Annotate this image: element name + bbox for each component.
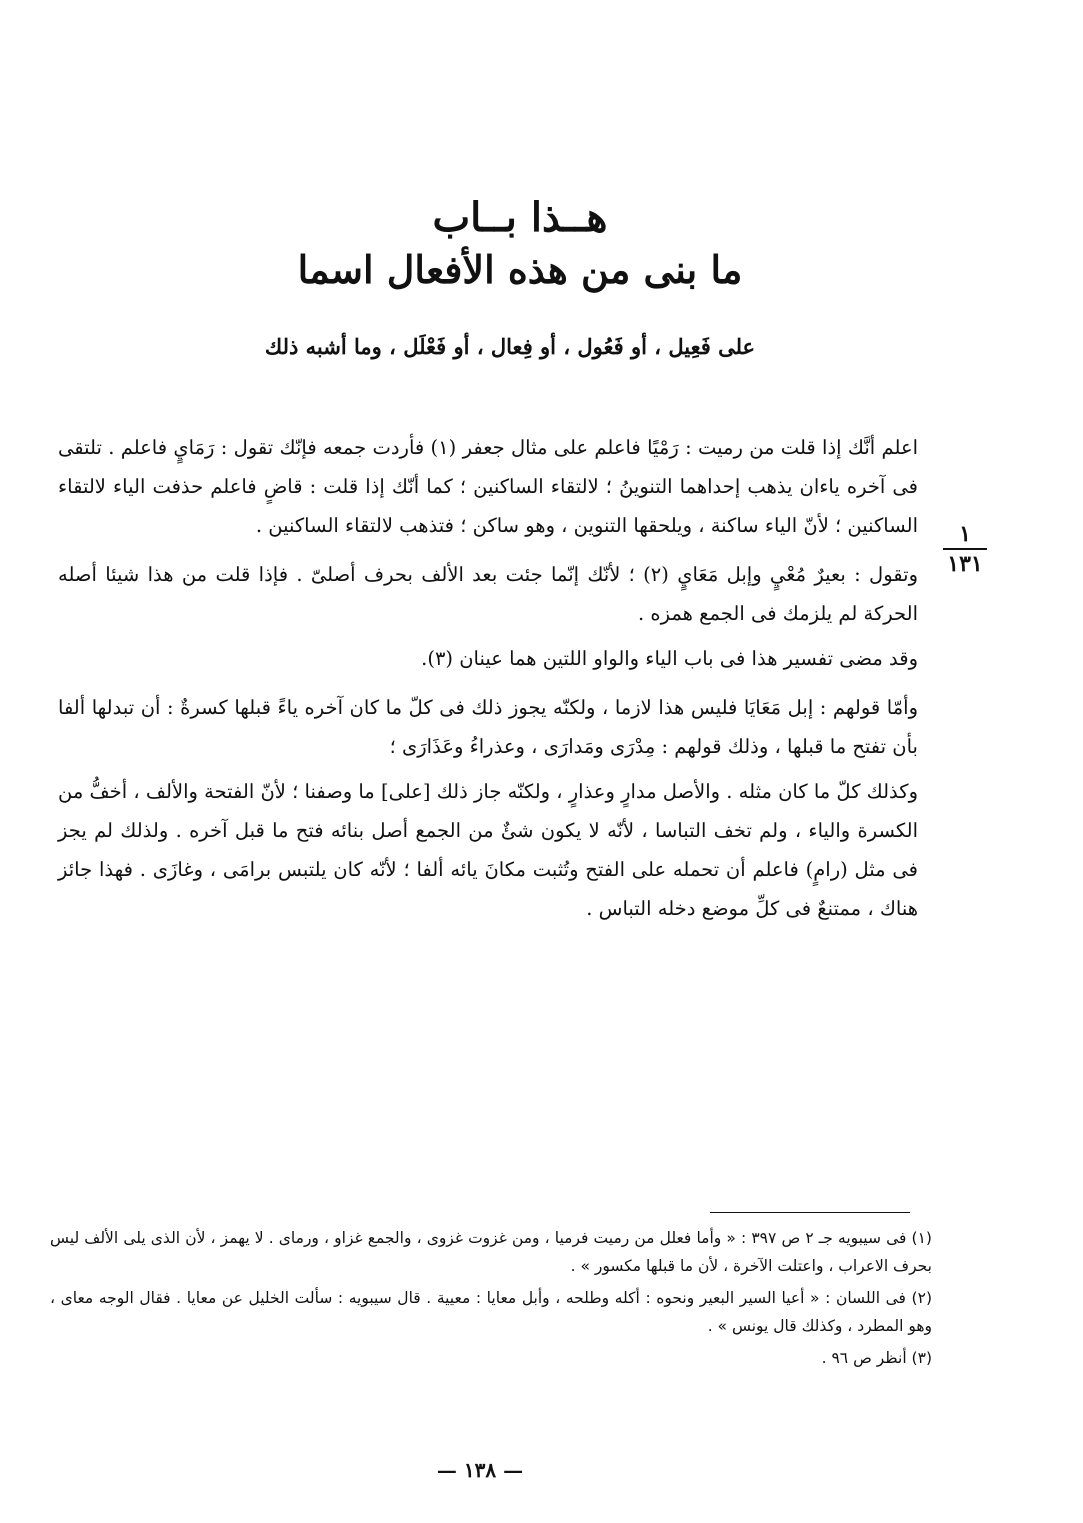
paragraph-2: وتقول : بعيرٌ مُعْيٍ وإبل مَعَايٍ (٢) ؛ لأنّك إنّما جئت بعد الألف بحرف أصلىّ . فإذا قلت من هذا شيئا أصله الحركة لم يلزمك فى الجمع همزه . bbox=[58, 563, 918, 625]
footnote-divider bbox=[710, 1212, 910, 1213]
paragraph-3: وقد مضى تفسير هذا فى باب الياء والواو اللتين هما عينان (٣). bbox=[421, 647, 918, 670]
chapter-title bbox=[160, 192, 880, 296]
footnote-2: (٢) فى اللسان : « أعيا السير البعير ونحوه : أكله وطلحه ، وأبل معايا : معيية . قال سيبويه : سألت الخليل عن معايا . فقال الوجه معاى ، وهو المطرد ، وكذلك قال يونس » . bbox=[50, 1289, 932, 1335]
chapter-title-line-1: هــذا بــاب bbox=[432, 194, 608, 241]
margin-reference bbox=[930, 520, 1000, 578]
chapter-subtitle: على فَعِيل ، أو فَعُول ، أو فِعال ، أو فَعْلَل ، وما أشبه ذلك bbox=[264, 334, 756, 359]
chapter-title-line-2: ما بنى من هذه الأفعال اسما bbox=[297, 247, 743, 292]
paragraph-5: وكذلك كلّ ما كان مثله . والأصل مدارٍ وعذارٍ ، ولكنّه جاز ذلك [على] ما وصفنا ؛ لأنّ الفتحة والألف ، أخفُّ من الكسرة والياء ، ولم تخف التباسا ، لأنّه لا يكون شئٌ من الجمع أصل بنائه فتح ما قبل آخره . ولذلك لم يجز فى مثل (رامٍ) فاعلم أن تحمله على الفتح وتُثبت مكانَ يائه ألفا ؛ لأنّه كان يلتبس برامَى ، وغازَى . فهذا جائز هناك ، ممتنعٌ فى كلِّ موضع دخله التباس . bbox=[58, 780, 918, 920]
footnotes bbox=[50, 1224, 932, 1376]
footnote-3: (٣) أنظر ص ٩٦ . bbox=[821, 1349, 932, 1367]
page-number: — ١٣٨ — bbox=[436, 1458, 524, 1482]
margin-reference-bottom: ١٣١ bbox=[947, 551, 983, 577]
paragraph-1: اعلم أنَّك إذا قلت من رميت : رَمْيًا فاعلم على مثال جعفر (١) فأردت جمعه فإنّك تقول : رَمَايٍ فاعلم . تلتقى فى آخره ياءان يذهب إحداهما التنوينُ ؛ لالتقاء الساكنين ؛ كما أنّك إذا قلت : قاضٍ فاعلم حذفت الياء لالتقاء الساكنين ؛ لأنّ الياء ساكنة ، ويلحقها التنوين ، وهو ساكن ؛ فتذهب لالتقاء الساكنين . bbox=[58, 436, 918, 537]
margin-reference-top: ١ bbox=[943, 520, 987, 550]
paragraph-4: وأمّا قولهم : إبل مَعَايَا فليس هذا لازما ، ولكنّه يجوز ذلك فى كلّ ما كان آخره ياءً قبلها كسرةٌ : أن تبدلها ألفا بأن تفتح ما قبلها ، وذلك قولهم : مِدْرَى ومَدارَى ، وعذراءُ وعَذَارَى ؛ bbox=[58, 696, 918, 758]
main-text bbox=[58, 428, 918, 934]
footnote-1: (١) فى سيبويه جـ ٢ ص ٣٩٧ : « وأما فعلل من رميت فرميا ، ومن غزوت غزوى ، والجمع غزاو ، ورماى . لا يهمز ، لأن الذى يلى الألف ليس بحرف الاعراب ، واعتلت الآخرة ، لأن ما قبلها مكسور » . bbox=[50, 1229, 932, 1275]
